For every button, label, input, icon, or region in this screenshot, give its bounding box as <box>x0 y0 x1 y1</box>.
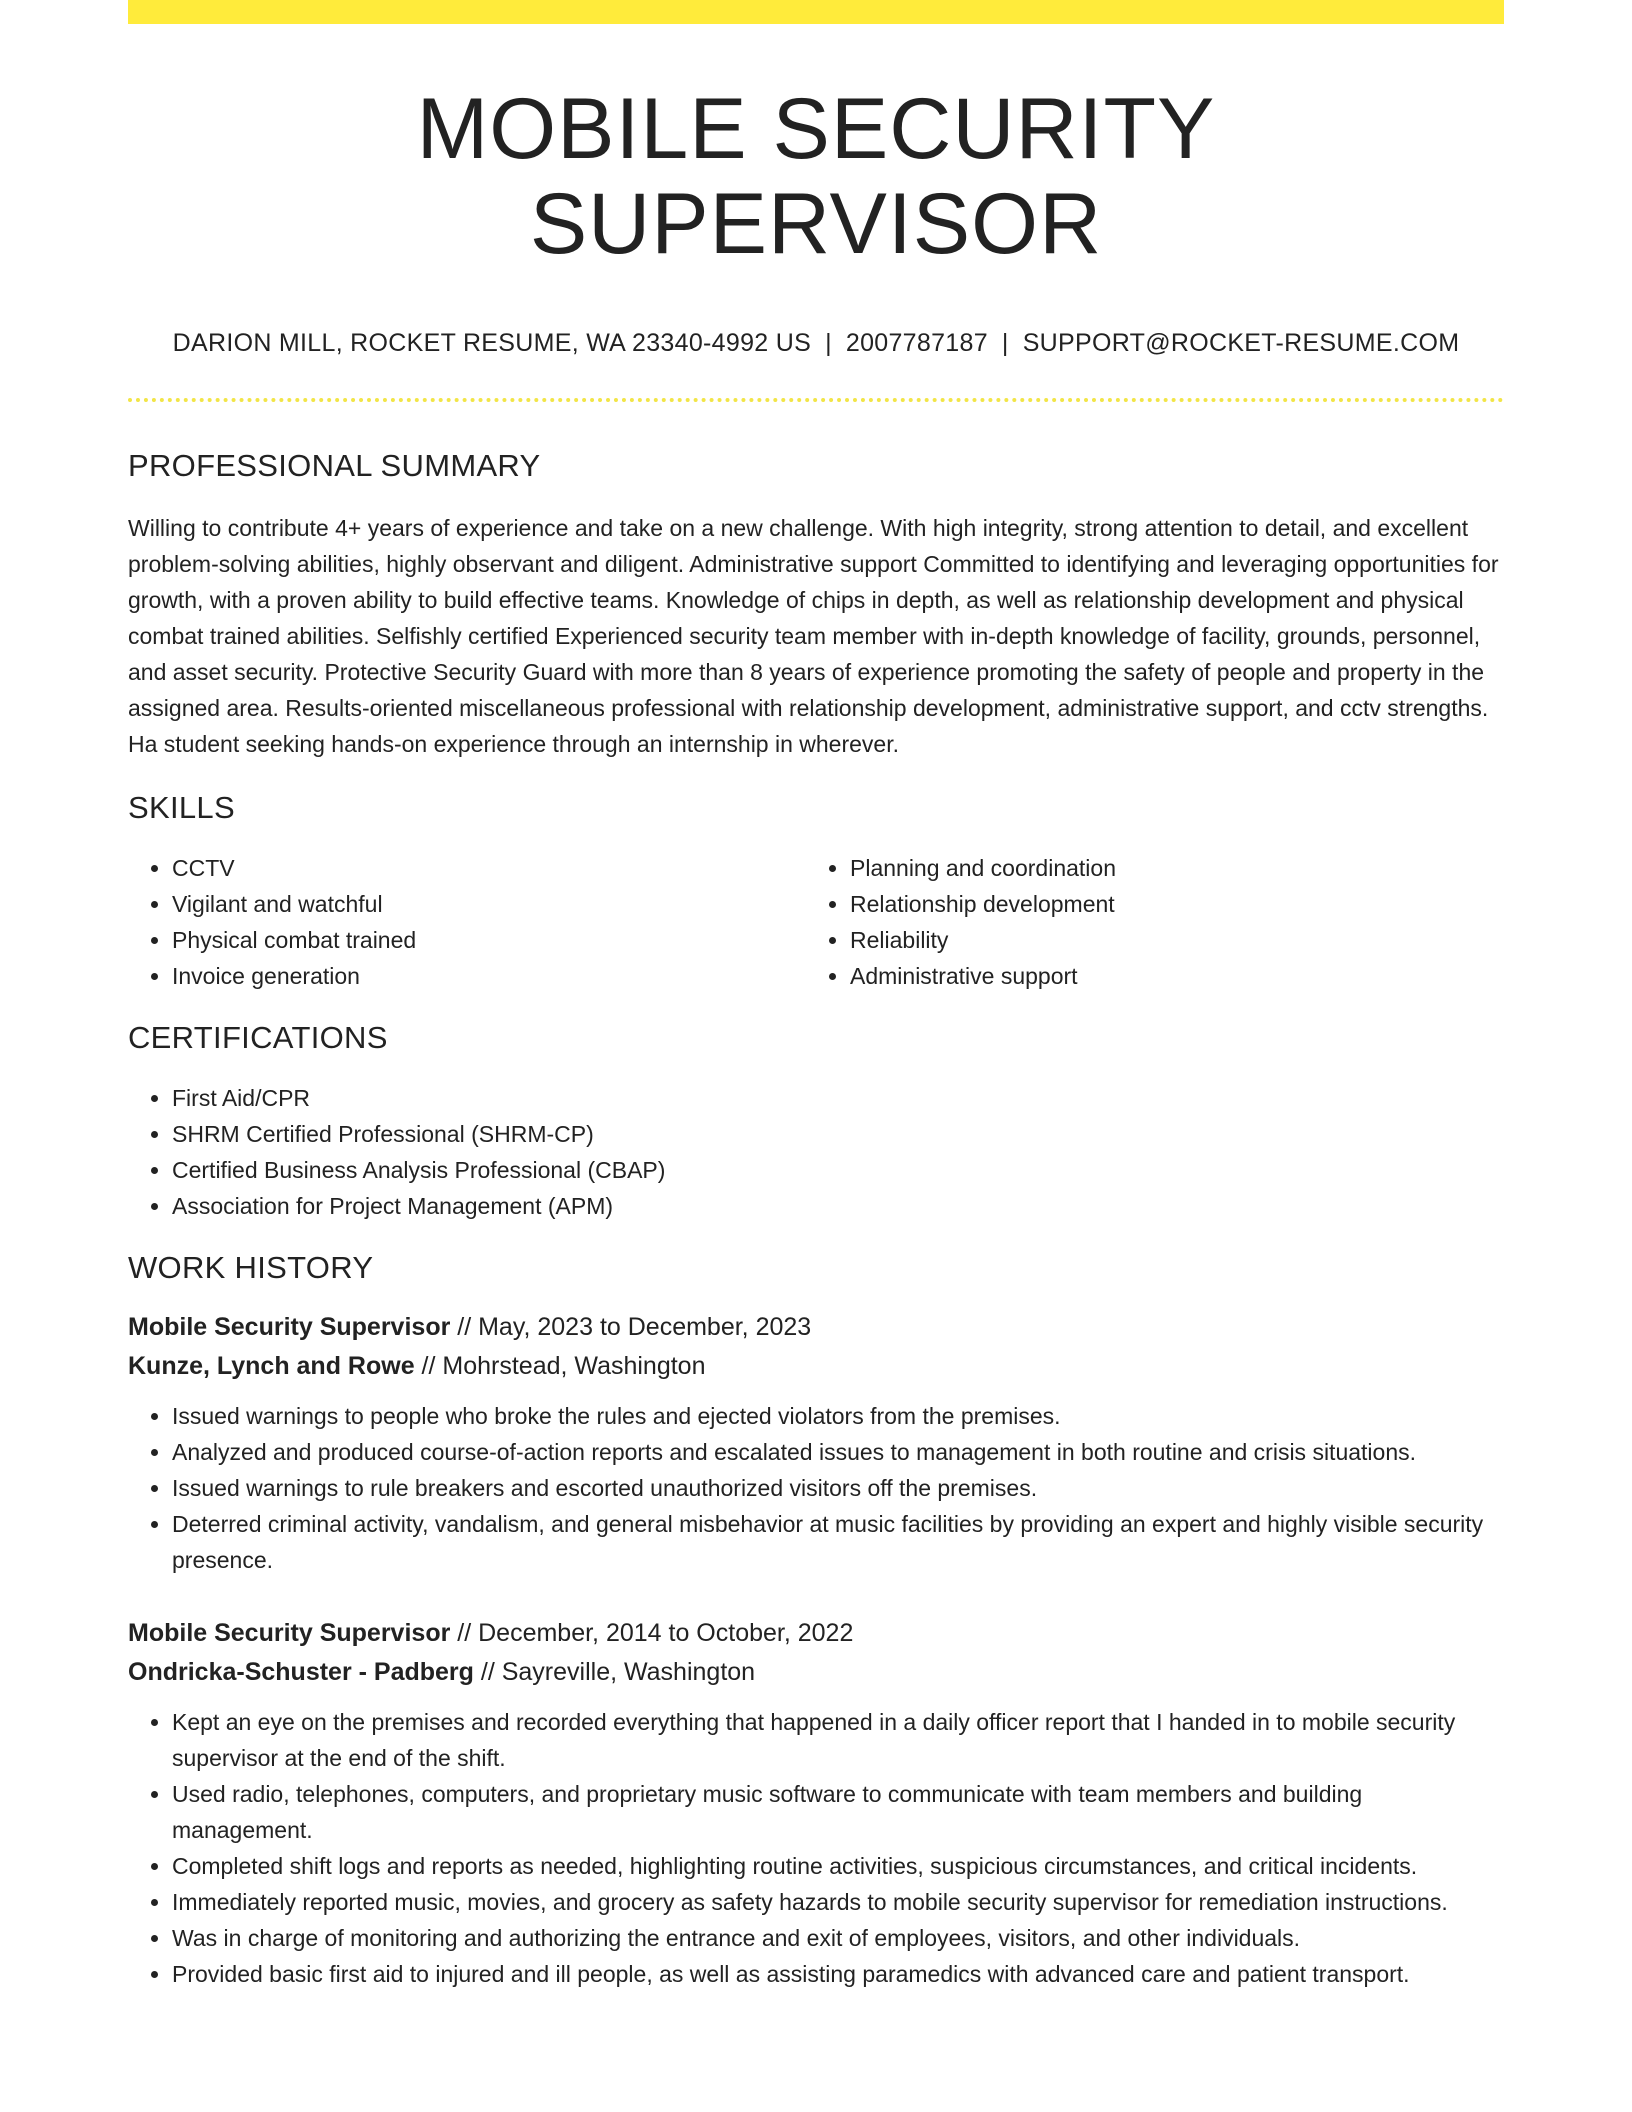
job-bullet: • Issued warnings to people who broke the rules and ejected violators from the premises. <box>172 1398 1504 1434</box>
skills-column-right <box>806 850 1484 994</box>
contact-phone: 2007787187 <box>845 329 988 358</box>
job-bullet: • Completed shift logs and reports as needed, highlighting routine activities, suspicious circumstances, and critical incidents. <box>172 1848 1504 1884</box>
job-title-line <box>128 1614 1504 1653</box>
job-company-line <box>128 1347 1504 1386</box>
skill-item: • Reliability <box>850 922 1484 958</box>
skills-list <box>806 850 1484 994</box>
job-entry <box>128 1308 1504 1578</box>
certification-item: • SHRM Certified Professional (SHRM-CP) <box>172 1116 1504 1152</box>
job-dates: // December, 2014 to October, 2022 <box>450 1619 854 1648</box>
job-bullet: • Provided basic first aid to injured and ill people, as well as assisting paramedics with advanced care and patient transport. <box>172 1956 1504 1992</box>
job-location: // Mohrstead, Washington <box>414 1352 706 1381</box>
contact-separator: | <box>1001 329 1009 358</box>
summary-section <box>128 448 1504 762</box>
summary-text: Willing to contribute 4+ years of experience and take on a new challenge. With high integrity, strong attention to detail, and excellent problem-solving abilities, highly observant and diligent. Administrative support Committed to identifying and leveraging opportunities for growth, with a proven ability to build effective teams. Knowledge of chips in depth, as well as relationship development and physical combat trained abilities. Selfishly certified Experienced security team member with in-depth knowledge of facility, grounds, personnel, and asset security. Protective Security Guard with more than 8 years of experience promoting the safety of people and property in the assigned area. Results-oriented miscellaneous professional with relationship development, administrative support, and cctv strengths. Ha student seeking hands-on experience through an internship in wherever. <box>128 515 1499 758</box>
accent-bar <box>128 0 1504 24</box>
job-bullet: • Kept an eye on the premises and recorded everything that happened in a daily officer report that I handed in to mobile security supervisor at the end of the shift. <box>172 1704 1504 1776</box>
certification-item: • Association for Project Management (APM) <box>172 1188 1504 1224</box>
contact-address: DARION MILL, ROCKET RESUME, WA 23340-4992 US <box>172 329 812 358</box>
skill-item: • Relationship development <box>850 886 1484 922</box>
certifications-list <box>128 1080 1504 1224</box>
work-history-section <box>128 1250 1504 1992</box>
job-bullet: • Immediately reported music, movies, and grocery as safety hazards to mobile security supervisor for remediation instructions. <box>172 1884 1504 1920</box>
job-bullet: • Issued warnings to rule breakers and escorted unauthorized visitors off the premises. <box>172 1470 1504 1506</box>
job-company-line <box>128 1653 1504 1692</box>
skills-list <box>128 850 806 994</box>
skill-item: • Invoice generation <box>172 958 806 994</box>
skills-column-left <box>128 850 806 994</box>
contact-line <box>128 329 1504 358</box>
job-bullet: • Was in charge of monitoring and authorizing the entrance and exit of employees, visitors, and other individuals. <box>172 1920 1504 1956</box>
job-role: Mobile Security Supervisor <box>128 1313 451 1342</box>
job-company: Ondricka-Schuster - Padberg <box>128 1658 474 1687</box>
skills-grid <box>128 850 1504 994</box>
skills-section <box>128 790 1504 994</box>
contact-separator: | <box>825 329 832 358</box>
job-title-line <box>128 1308 1504 1347</box>
job-location: // Sayreville, Washington <box>473 1658 756 1687</box>
resume-page <box>128 0 1504 1992</box>
certification-item: • First Aid/CPR <box>172 1080 1504 1116</box>
job-bullets <box>128 1398 1504 1578</box>
skill-item: • Administrative support <box>850 958 1484 994</box>
skill-item: • Planning and coordination <box>850 850 1484 886</box>
job-dates: // May, 2023 to December, 2023 <box>450 1313 812 1342</box>
skill-item: • Physical combat trained <box>172 922 806 958</box>
section-heading: SKILLS <box>128 790 235 826</box>
dotted-divider <box>128 398 1504 402</box>
job-bullets <box>128 1704 1504 1992</box>
contact-email: SUPPORT@ROCKET-RESUME.COM <box>1022 329 1460 358</box>
job-bullet: • Analyzed and produced course-of-action reports and escalated issues to management in both routine and crisis situations. <box>172 1434 1504 1470</box>
section-heading: PROFESSIONAL SUMMARY <box>128 448 541 484</box>
section-heading: WORK HISTORY <box>128 1250 374 1286</box>
skill-item: • Vigilant and watchful <box>172 886 806 922</box>
job-bullet: • Deterred criminal activity, vandalism, and general misbehavior at music facilities by providing an expert and highly visible security presence. <box>172 1506 1504 1578</box>
job-company: Kunze, Lynch and Rowe <box>128 1352 415 1381</box>
job-role: Mobile Security Supervisor <box>128 1619 451 1648</box>
certifications-section <box>128 1020 1504 1224</box>
certification-item: • Certified Business Analysis Professional (CBAP) <box>172 1152 1504 1188</box>
skill-item: • CCTV <box>172 850 806 886</box>
section-heading: CERTIFICATIONS <box>128 1020 388 1056</box>
resume-title: MOBILE SECURITY SUPERVISOR <box>416 81 1216 272</box>
job-bullet: • Used radio, telephones, computers, and proprietary music software to communicate with team members and building management. <box>172 1776 1504 1848</box>
job-entry <box>128 1614 1504 1992</box>
